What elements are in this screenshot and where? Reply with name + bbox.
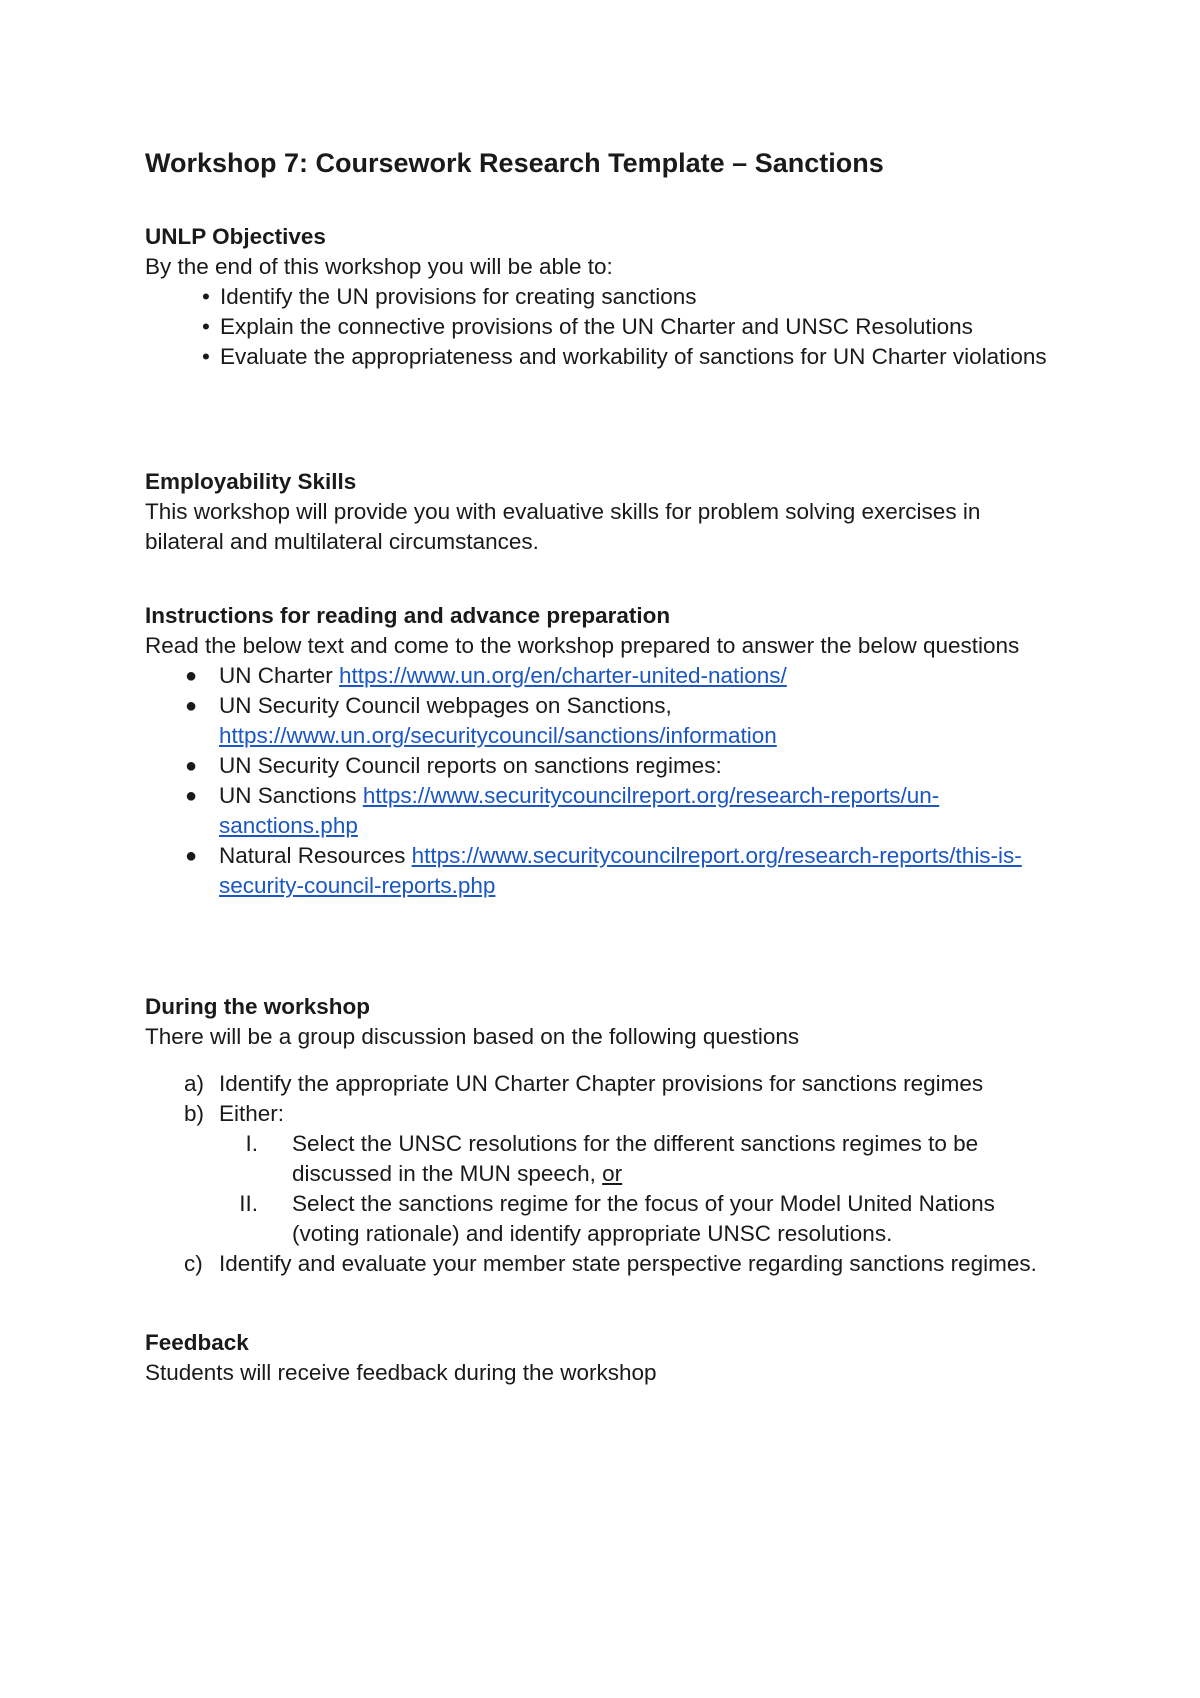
- bullet-icon: ●: [185, 665, 198, 687]
- bullet-icon: ●: [185, 845, 198, 867]
- bullet-icon: •: [202, 284, 210, 309]
- list-marker: I.: [245, 1131, 258, 1156]
- objectives-list: [145, 282, 1063, 372]
- list-item: I. Select the UNSC resolutions for the different sanctions regimes to be discussed in the MUN speech, or: [218, 1129, 1063, 1189]
- natural-resources-link[interactable]: https://www.securitycouncilreport.org/research-reports/this-is-security-council-reports.php: [219, 843, 1022, 898]
- bullet-icon: ●: [185, 755, 198, 777]
- list-item: • Evaluate the appropriateness and workability of sanctions for UN Charter violations: [145, 342, 1063, 372]
- page-title: Workshop 7: Coursework Research Template – Sanctions: [145, 148, 884, 178]
- list-item: ● UN Sanctions https://www.securitycouncilreport.org/research-reports/un-sanctions.php: [185, 783, 940, 838]
- bullet-icon: ●: [185, 695, 198, 717]
- list-item: ● UN Security Council reports on sanctions regimes:: [145, 751, 1063, 781]
- bullet-icon: •: [202, 314, 210, 339]
- un-sanctions-link[interactable]: https://www.securitycouncilreport.org/research-reports/un-sanctions.php: [219, 783, 940, 838]
- list-item: • Explain the connective provisions of the UN Charter and UNSC Resolutions: [145, 312, 1063, 342]
- list-item: b) Either: I. Select the UNSC resolutions for the different sanctions regimes to be discussed in the MUN speech, or II. Select the sanctions regime for the focus of your Model United Nations (voting rationale) and identify appropriate UNSC resolutions.: [145, 1099, 1063, 1249]
- objectives-section: [145, 222, 1063, 372]
- feedback-heading: Feedback: [145, 1330, 249, 1355]
- instructions-section: [145, 601, 1063, 901]
- feedback-section: [145, 1328, 1063, 1388]
- employability-heading: Employability Skills: [145, 469, 357, 494]
- objectives-intro: By the end of this workshop you will be able to:: [145, 254, 613, 279]
- reading-list: [145, 661, 1063, 901]
- list-marker: a): [184, 1071, 205, 1096]
- feedback-text: Students will receive feedback during the workshop: [145, 1360, 657, 1385]
- instructions-heading: Instructions for reading and advance preparation: [145, 603, 671, 628]
- list-item: II. Select the sanctions regime for the focus of your Model United Nations (voting rationale) and identify appropriate UNSC resolutions.: [218, 1189, 1063, 1249]
- during-intro: There will be a group discussion based on the following questions: [145, 1024, 800, 1049]
- sub-options-list: [218, 1129, 1063, 1249]
- sanctions-information-link[interactable]: https://www.un.org/securitycouncil/sanctions/information: [219, 723, 777, 748]
- list-marker: c): [184, 1251, 203, 1276]
- list-marker: b): [184, 1101, 205, 1126]
- objectives-heading: UNLP Objectives: [145, 224, 326, 249]
- bullet-icon: ●: [185, 785, 198, 807]
- or-text: or: [602, 1161, 623, 1186]
- during-heading: During the workshop: [145, 994, 370, 1019]
- questions-list: [145, 1069, 1063, 1279]
- during-section: [145, 992, 1063, 1279]
- list-marker: II.: [239, 1191, 258, 1216]
- un-charter-link[interactable]: https://www.un.org/en/charter-united-nations/: [339, 663, 787, 688]
- list-item: ● UN Charter https://www.un.org/en/charter-united-nations/: [145, 661, 1063, 691]
- document-page: [145, 0, 1063, 1698]
- instructions-text: Read the below text and come to the workshop prepared to answer the below questions: [145, 633, 1020, 658]
- list-item: a) Identify the appropriate UN Charter Chapter provisions for sanctions regimes: [145, 1069, 1063, 1099]
- list-item: • Identify the UN provisions for creating sanctions: [145, 282, 1063, 312]
- employability-section: [145, 467, 1063, 557]
- employability-text: This workshop will provide you with evaluative skills for problem solving exercises in bilateral and multilateral circumstances.: [145, 499, 981, 554]
- list-item: c) Identify and evaluate your member state perspective regarding sanctions regimes.: [145, 1249, 1063, 1279]
- list-item: ● Natural Resources https://www.securitycouncilreport.org/research-reports/this-is-security-council-reports.php: [185, 843, 1022, 898]
- list-item: ● UN Security Council webpages on Sanctions, https://www.un.org/securitycouncil/sanctions/information: [185, 693, 777, 748]
- bullet-icon: •: [202, 344, 210, 369]
